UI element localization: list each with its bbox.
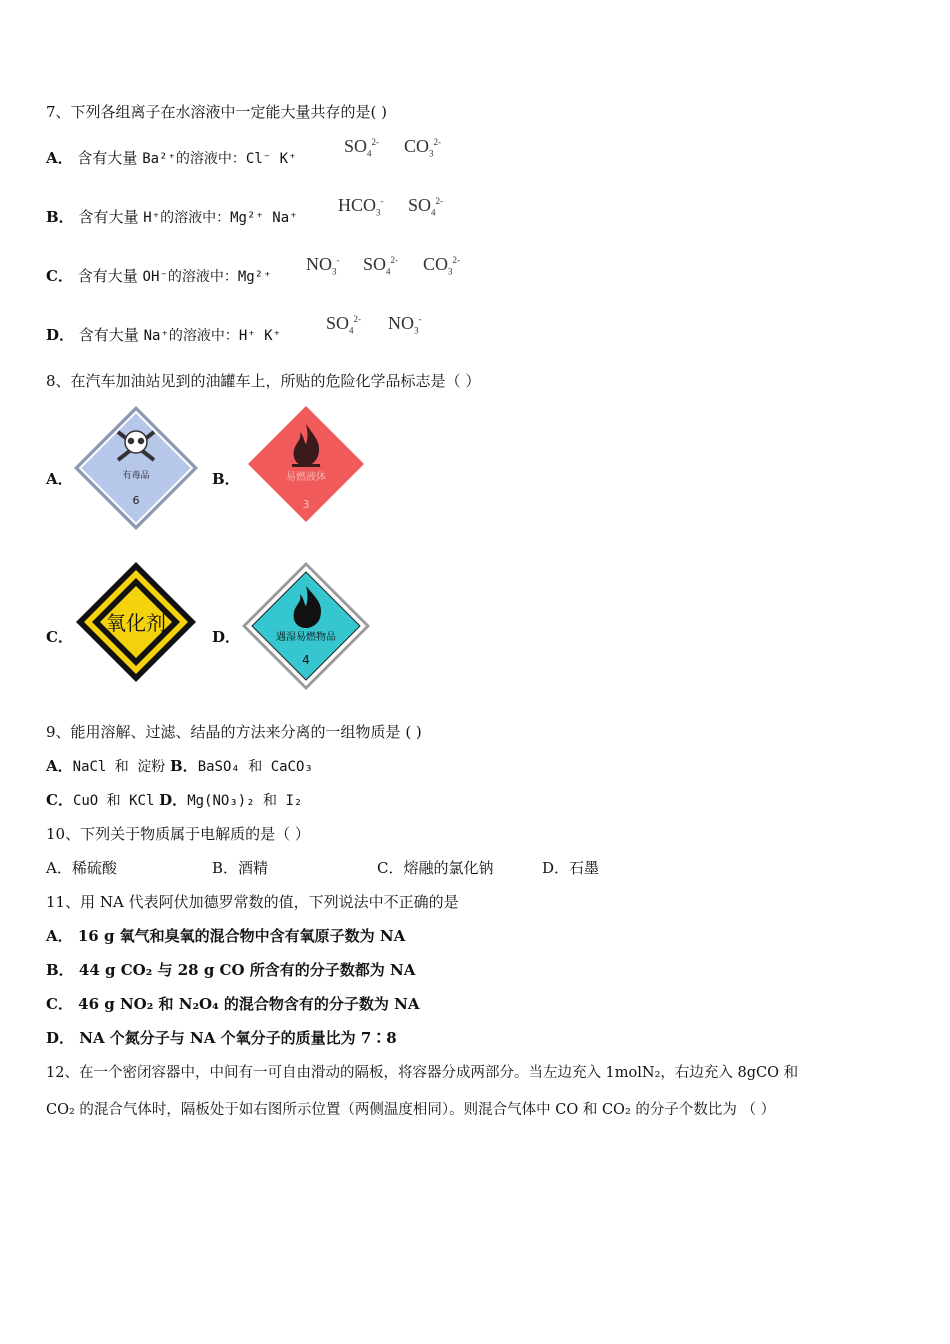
q10-option-a[interactable]: A．稀硫酸 bbox=[46, 859, 117, 877]
q7-a-ion-co3: $CO_3^{2-}$ bbox=[404, 136, 442, 159]
q7-option-a-formula: Ba²⁺的溶液中：Cl⁻ K⁺ bbox=[142, 151, 297, 167]
q7-option-d-text: 含有大量 bbox=[78, 326, 139, 344]
toxic-sign-graphic bbox=[70, 402, 202, 534]
q7-option-a-text: 含有大量 bbox=[77, 149, 138, 167]
q8-label-a[interactable]: A． bbox=[46, 470, 73, 488]
dangerous-when-wet-sign[interactable] bbox=[240, 560, 372, 692]
ion-text: HCO bbox=[338, 195, 377, 215]
q7-option-c-text: 含有大量 bbox=[77, 267, 138, 285]
q9-options-row1 bbox=[46, 756, 313, 777]
q9-option-b-text: BaSO₄ 和 CaCO₃ bbox=[197, 759, 313, 775]
wet-sign-graphic bbox=[240, 560, 372, 692]
q11-option-d[interactable]: D． NA 个氮分子与 NA 个氧分子的质量比为 7∶8 bbox=[46, 1029, 397, 1047]
flammable-sign-graphic bbox=[240, 402, 372, 534]
q7-option-b[interactable] bbox=[46, 207, 298, 228]
q9-stem: 9、能用溶解、过滤、结晶的方法来分离的一组物质是 ( ) bbox=[46, 723, 422, 741]
q9-option-c-letter[interactable]: C． bbox=[46, 791, 73, 809]
q11-option-a[interactable]: A． 16 g 氧气和臭氧的混合物中含有氧原子数为 NA bbox=[46, 927, 406, 945]
q7-option-a[interactable] bbox=[46, 148, 297, 169]
q10-stem: 10、下列关于物质属于电解质的是（ ） bbox=[46, 825, 310, 843]
q11-stem: 11、用 NA 代表阿伏加德罗常数的值，下列说法中不正确的是 bbox=[46, 893, 459, 911]
q7-option-d-formula: Na⁺的溶液中：H⁺ K⁺ bbox=[143, 328, 282, 344]
q7-c-ion-so4: $SO_4^{2-}$ bbox=[363, 254, 399, 277]
q8-stem: 8、在汽车加油站见到的油罐车上，所贴的危险化学品标志是（ ） bbox=[46, 372, 481, 390]
q9-option-a-letter[interactable]: A． bbox=[46, 757, 73, 775]
q10-option-b[interactable]: B．酒精 bbox=[212, 859, 269, 877]
q8-label-c[interactable]: C． bbox=[46, 628, 73, 646]
oxidizer-sign[interactable] bbox=[70, 558, 202, 690]
q7-c-ion-co3: $CO_3^{2-}$ bbox=[423, 254, 461, 277]
q7-a-ion-so4: $SO_4^{2-}$ bbox=[344, 136, 380, 159]
q9-option-a-text: NaCl 和 淀粉 bbox=[72, 759, 166, 775]
q11-option-b[interactable]: B． 44 g CO₂ 与 28 g CO 所含有的分子数都为 NA bbox=[46, 961, 416, 979]
ion-text: SO bbox=[408, 195, 432, 215]
q7-option-b-letter: B． bbox=[46, 208, 74, 226]
ion-text: NO bbox=[306, 254, 332, 274]
q7-option-c-formula: OH⁻的溶液中：Mg²⁺ bbox=[142, 269, 272, 285]
ion-text: CO bbox=[404, 136, 430, 156]
q10-option-c[interactable]: C．熔融的氯化钠 bbox=[377, 859, 494, 877]
ion-text: SO bbox=[344, 136, 368, 156]
wet-sign-text: 遇湿易燃物品 bbox=[276, 632, 336, 643]
q7-option-b-text: 含有大量 bbox=[78, 208, 139, 226]
ion-text: SO bbox=[363, 254, 387, 274]
q7-b-ion-hco3: $HCO_3^-$ bbox=[338, 195, 384, 218]
q9-option-b-letter[interactable]: B． bbox=[170, 757, 198, 775]
q12-stem-line1: 12、在一个密闭容器中，中间有一可自由滑动的隔板，将容器分成两部分。当左边充入 1molN₂，右边充入 8gCO 和 bbox=[46, 1065, 799, 1081]
q10-option-d[interactable]: D．石墨 bbox=[542, 859, 600, 877]
q12-stem-line2: CO₂ 的混合气体时，隔板处于如右图所示位置（两侧温度相同）。则混合气体中 CO 和 CO₂ 的分子个数比为 （ ） bbox=[46, 1102, 776, 1118]
q7-d-ion-so4: $SO_4^{2-}$ bbox=[326, 313, 362, 336]
q7-option-c[interactable] bbox=[46, 266, 272, 287]
q7-c-ion-no3: $NO_3^-$ bbox=[306, 254, 340, 277]
q9-option-d-letter[interactable]: D． bbox=[159, 791, 188, 809]
q7-stem: 7、下列各组离子在水溶液中一定能大量共存的是( ) bbox=[46, 103, 388, 121]
ion-text: SO bbox=[326, 313, 350, 333]
q7-option-a-letter: A． bbox=[46, 149, 73, 167]
q7-option-c-letter: C． bbox=[46, 267, 73, 285]
flammable-sign-text: 易燃液体 bbox=[286, 472, 326, 483]
wet-sign-number: 4 bbox=[302, 653, 310, 667]
q9-option-d-text: Mg(NO₃)₂ 和 I₂ bbox=[187, 793, 303, 809]
q7-option-d-letter: D． bbox=[46, 326, 75, 344]
q9-options-row2 bbox=[46, 790, 302, 811]
q7-b-ion-so4: $SO_4^{2-}$ bbox=[408, 195, 444, 218]
q8-label-b[interactable]: B． bbox=[212, 470, 240, 488]
q8-label-d[interactable]: D． bbox=[212, 628, 241, 646]
q7-d-ion-no3: $NO_3^-$ bbox=[388, 313, 422, 336]
oxidizer-sign-graphic bbox=[70, 558, 202, 690]
q11-option-c[interactable]: C． 46 g NO₂ 和 N₂O₄ 的混合物含有的分子数为 NA bbox=[46, 995, 420, 1013]
q7-option-d[interactable] bbox=[46, 325, 281, 346]
q7-option-b-formula: H⁺的溶液中：Mg²⁺ Na⁺ bbox=[143, 210, 298, 226]
q9-option-c-text: CuO 和 KCl bbox=[72, 793, 155, 809]
toxic-hazard-sign[interactable] bbox=[70, 402, 202, 534]
flammable-liquid-sign[interactable] bbox=[240, 402, 372, 534]
ion-text: CO bbox=[423, 254, 449, 274]
flammable-sign-number: 3 bbox=[302, 498, 310, 511]
toxic-sign-number: 6 bbox=[132, 494, 140, 507]
ion-text: NO bbox=[388, 313, 414, 333]
toxic-sign-text: 有毒品 bbox=[122, 471, 150, 481]
oxidizer-sign-text: 氧化剂 bbox=[106, 611, 166, 635]
